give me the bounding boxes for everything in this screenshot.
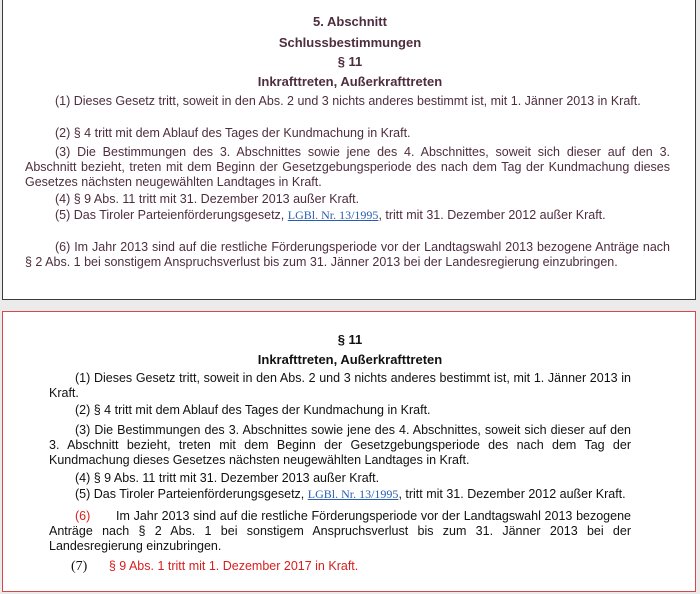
subsection-3: (3) Die Bestimmungen des 3. Abschnittes sowie jene des 4. Abschnittes, soweit sich dieser auf den 3. Abschnitt bezieht, treten mit dem Beginn der Gesetzgebungsperiode des nach dem Tag der Kundmachung dieses Gesetzes nächsten neugewählten Landtages in Kraft. (25, 145, 670, 189)
paragraph-title: Inkrafttreten, Außerkrafttreten (257, 74, 443, 89)
subsection-3: (3) Die Bestimmungen des 3. Abschnittes sowie jene des 4. Abschnittes, soweit sich dieser auf den 3. Abschnitt bezieht, treten mit dem Beginn der Gesetzgebungsperiode des nach dem Tag der Kundmachung dieses Gesetzes nächsten neugewählten Landtages in Kraft. (49, 423, 631, 467)
section-heading: 5. Abschnitt (313, 14, 387, 29)
subsection-2: (2) § 4 tritt mit dem Ablauf des Tages der Kundmachung in Kraft. (55, 126, 411, 140)
subsection-7-number: (7) (71, 559, 88, 574)
lgbl-link[interactable]: LGBl. Nr. 13/1995 (307, 487, 399, 501)
subsection-7-text: § 9 Abs. 1 tritt mit 1. Dezember 2017 in Kraft. (108, 559, 359, 573)
subsection-5-text: (5) Das Tiroler Parteienförderungsgesetz, (55, 208, 285, 222)
subsection-5-text-after: , tritt mit 31. Dezember 2012 außer Kraft. (398, 487, 626, 501)
subsection-5 (49, 487, 631, 502)
paragraph-number: § 11 (337, 54, 363, 69)
lgbl-link[interactable]: LGBl. Nr. 13/1995 (287, 208, 379, 222)
subsection-6-number: (6) (75, 509, 91, 523)
subsection-5-text: (5) Das Tiroler Parteienförderungsgesetz, (75, 487, 305, 501)
subsection-4: (4) § 9 Abs. 11 tritt mit 31. Dezember 2013 außer Kraft. (75, 471, 380, 485)
subsection-2: (2) § 4 tritt mit dem Ablauf des Tages der Kundmachung in Kraft. (75, 403, 431, 417)
paragraph-number: § 11 (337, 332, 363, 347)
subsection-4: (4) § 9 Abs. 11 tritt mit 31. Dezember 2013 außer Kraft. (55, 192, 360, 206)
amended-version-panel (2, 311, 696, 592)
section-title: Schlussbestimmungen (278, 35, 422, 50)
subsection-5-text-after: , tritt mit 31. Dezember 2012 außer Kraft. (378, 208, 606, 222)
subsection-5 (25, 208, 670, 223)
subsection-6: (6) Im Jahr 2013 sind auf die restliche Förderungsperiode vor der Landtagswahl 2013 bezogene Anträge nach § 2 Abs. 1 bei sonstigem Anspruchsverlust bis zum 31. Jänner 2013 bei der Landesregierung einzubringen. (25, 240, 670, 269)
subsection-1: (1) Dieses Gesetz tritt, soweit in den Abs. 2 und 3 nichts anderes bestimmt ist, mit 1. Jänner 2013 in Kraft. (55, 94, 641, 108)
subsection-6 (49, 509, 631, 554)
subsection-6-text: Im Jahr 2013 sind auf die restliche Förderungsperiode vor der Landtagswahl 2013 bezogene Anträge nach § 2 Abs. 1 bei sonstigem Anspruchsverlust bis zum 31. Jänner 2013 bei der Landesregierung einzubringen. (49, 509, 631, 553)
original-version-panel (2, 0, 696, 300)
subsection-1: (1) Dieses Gesetz tritt, soweit in den Abs. 2 und 3 nichts anderes bestimmt ist, mit 1. Jänner 2013 in Kraft. (49, 371, 631, 400)
subsection-7 (71, 559, 631, 574)
paragraph-title: Inkrafttreten, Außerkrafttreten (257, 352, 443, 367)
